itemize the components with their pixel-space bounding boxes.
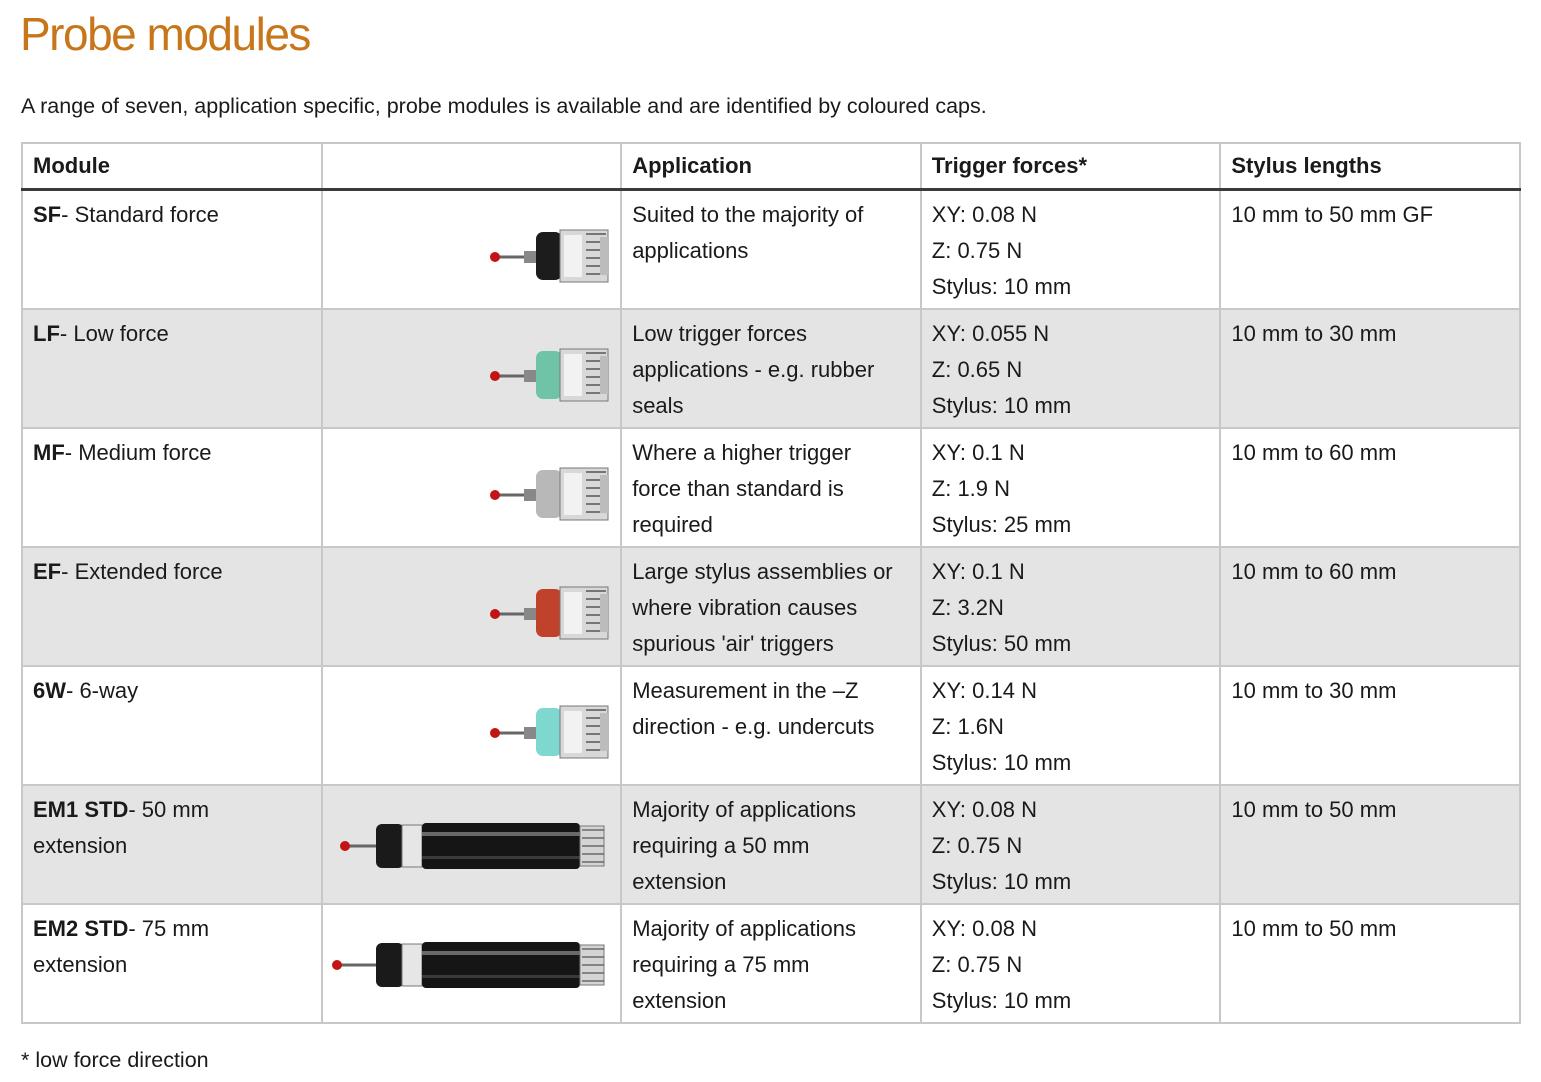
module-cell <box>22 190 322 309</box>
probe-module-image <box>488 346 610 402</box>
module-name-line2: extension <box>33 832 128 858</box>
stylus-lengths-cell: 10 mm to 30 mm <box>1220 666 1520 785</box>
header-application: Application <box>621 143 921 190</box>
trigger-force-line: Z: 1.9 N <box>931 475 1011 501</box>
header-module: Module <box>22 143 322 190</box>
module-name: - 75 mm <box>128 915 210 941</box>
stylus-lengths-cell: 10 mm to 60 mm <box>1220 547 1520 666</box>
extension-module-image <box>330 937 610 993</box>
trigger-force-line: Z: 1.6N <box>931 713 1004 739</box>
module-cell <box>22 428 322 547</box>
module-name: - Medium force <box>64 439 212 465</box>
application-line: Measurement in the –Z <box>632 677 859 703</box>
trigger-force-line: Z: 0.75 N <box>931 951 1023 977</box>
trigger-forces-cell <box>921 309 1221 428</box>
trigger-force-line: XY: 0.1 N <box>931 439 1025 465</box>
module-code: EM1 STD <box>33 796 129 822</box>
application-line: requiring a 75 mm <box>632 951 810 977</box>
stylus-lengths-cell: 10 mm to 60 mm <box>1220 428 1520 547</box>
module-image-cell <box>322 904 622 1023</box>
module-name: - 6-way <box>66 677 139 703</box>
module-cell <box>22 309 322 428</box>
trigger-force-line: Stylus: 25 mm <box>931 511 1072 537</box>
intro-text: A range of seven, application specific, probe modules is available and are identified by coloured caps. <box>21 94 987 118</box>
application-line: Low trigger forces <box>632 320 808 346</box>
table-header-row <box>22 143 1520 190</box>
application-cell <box>621 904 921 1023</box>
module-cell <box>22 904 322 1023</box>
module-name: - 50 mm <box>128 796 210 822</box>
trigger-force-line: Z: 3.2N <box>931 594 1004 620</box>
probe-module-image <box>488 584 610 640</box>
trigger-forces-cell <box>921 547 1221 666</box>
application-line: applications - e.g. rubber <box>632 356 875 382</box>
header-image <box>322 143 622 190</box>
module-code: SF <box>33 202 62 227</box>
application-line: requiring a 50 mm <box>632 832 810 858</box>
application-line: spurious 'air' triggers <box>632 630 834 656</box>
module-name-line2: extension <box>33 951 128 977</box>
application-line: Where a higher trigger <box>632 439 852 465</box>
trigger-forces-cell <box>921 666 1221 785</box>
module-code: EF <box>33 558 62 584</box>
application-line: direction - e.g. undercuts <box>632 713 875 739</box>
trigger-force-line: XY: 0.1 N <box>931 558 1025 584</box>
application-line: Majority of applications <box>632 796 856 822</box>
page-title: Probe modules <box>20 8 310 60</box>
module-code: EM2 STD <box>33 915 129 941</box>
module-image-cell <box>322 547 622 666</box>
application-line: applications <box>632 238 749 263</box>
probe-module-image <box>488 703 610 759</box>
footnote: * low force direction <box>21 1048 209 1072</box>
extension-module-image <box>338 818 610 874</box>
stylus-lengths-cell: 10 mm to 30 mm <box>1220 309 1520 428</box>
header-stylus-lengths: Stylus lengths <box>1220 143 1520 190</box>
trigger-forces-cell <box>921 785 1221 904</box>
table-row <box>22 785 1520 904</box>
module-code: MF <box>33 439 65 465</box>
application-line: required <box>632 511 713 537</box>
trigger-force-line: XY: 0.055 N <box>931 320 1050 346</box>
application-line: Suited to the majority of <box>632 202 864 227</box>
module-code: 6W <box>33 677 66 703</box>
trigger-force-line: Z: 0.75 N <box>931 832 1023 858</box>
module-image-cell <box>322 428 622 547</box>
module-cell <box>22 785 322 904</box>
application-line: extension <box>632 987 727 1013</box>
application-cell <box>621 666 921 785</box>
stylus-lengths-cell: 10 mm to 50 mm <box>1220 904 1520 1023</box>
table-row <box>22 309 1520 428</box>
module-name: - Standard force <box>61 202 219 227</box>
trigger-forces-cell <box>921 428 1221 547</box>
probe-module-image <box>488 465 610 521</box>
module-image-cell <box>322 785 622 904</box>
table-row <box>22 666 1520 785</box>
application-line: Majority of applications <box>632 915 856 941</box>
application-line: Large stylus assemblies or <box>632 558 893 584</box>
trigger-force-line: XY: 0.08 N <box>931 202 1037 227</box>
application-line: force than standard is <box>632 475 844 501</box>
trigger-force-line: XY: 0.14 N <box>931 677 1037 703</box>
table-row <box>22 547 1520 666</box>
application-line: where vibration causes <box>632 594 858 620</box>
trigger-force-line: Stylus: 10 mm <box>931 987 1072 1013</box>
module-name: - Low force <box>59 320 169 346</box>
trigger-force-line: Stylus: 10 mm <box>931 274 1072 299</box>
trigger-force-line: Stylus: 10 mm <box>931 868 1072 894</box>
probe-module-image <box>488 227 610 283</box>
trigger-force-line: XY: 0.08 N <box>931 915 1037 941</box>
module-code: LF <box>33 320 60 346</box>
module-cell <box>22 666 322 785</box>
module-image-cell <box>322 666 622 785</box>
trigger-forces-cell <box>921 904 1221 1023</box>
application-line: seals <box>632 392 684 418</box>
module-image-cell <box>322 309 622 428</box>
trigger-force-line: Stylus: 10 mm <box>931 392 1072 418</box>
table-row <box>22 428 1520 547</box>
table-row <box>22 190 1520 309</box>
module-name: - Extended force <box>61 558 223 584</box>
application-cell <box>621 785 921 904</box>
module-image-cell <box>322 190 622 309</box>
stylus-lengths-cell: 10 mm to 50 mm GF <box>1220 190 1520 309</box>
trigger-force-line: Z: 0.65 N <box>931 356 1023 382</box>
probe-modules-table <box>21 142 1521 1024</box>
application-line: extension <box>632 868 727 894</box>
table-row <box>22 904 1520 1023</box>
stylus-lengths-cell: 10 mm to 50 mm <box>1220 785 1520 904</box>
trigger-force-line: Stylus: 10 mm <box>931 749 1072 775</box>
trigger-force-line: Stylus: 50 mm <box>931 630 1072 656</box>
trigger-force-line: XY: 0.08 N <box>931 796 1037 822</box>
module-cell <box>22 547 322 666</box>
trigger-forces-cell <box>921 190 1221 309</box>
header-trigger-forces: Trigger forces* <box>921 143 1221 190</box>
application-cell <box>621 190 921 309</box>
application-cell <box>621 428 921 547</box>
trigger-force-line: Z: 0.75 N <box>931 238 1023 263</box>
application-cell <box>621 309 921 428</box>
application-cell <box>621 547 921 666</box>
